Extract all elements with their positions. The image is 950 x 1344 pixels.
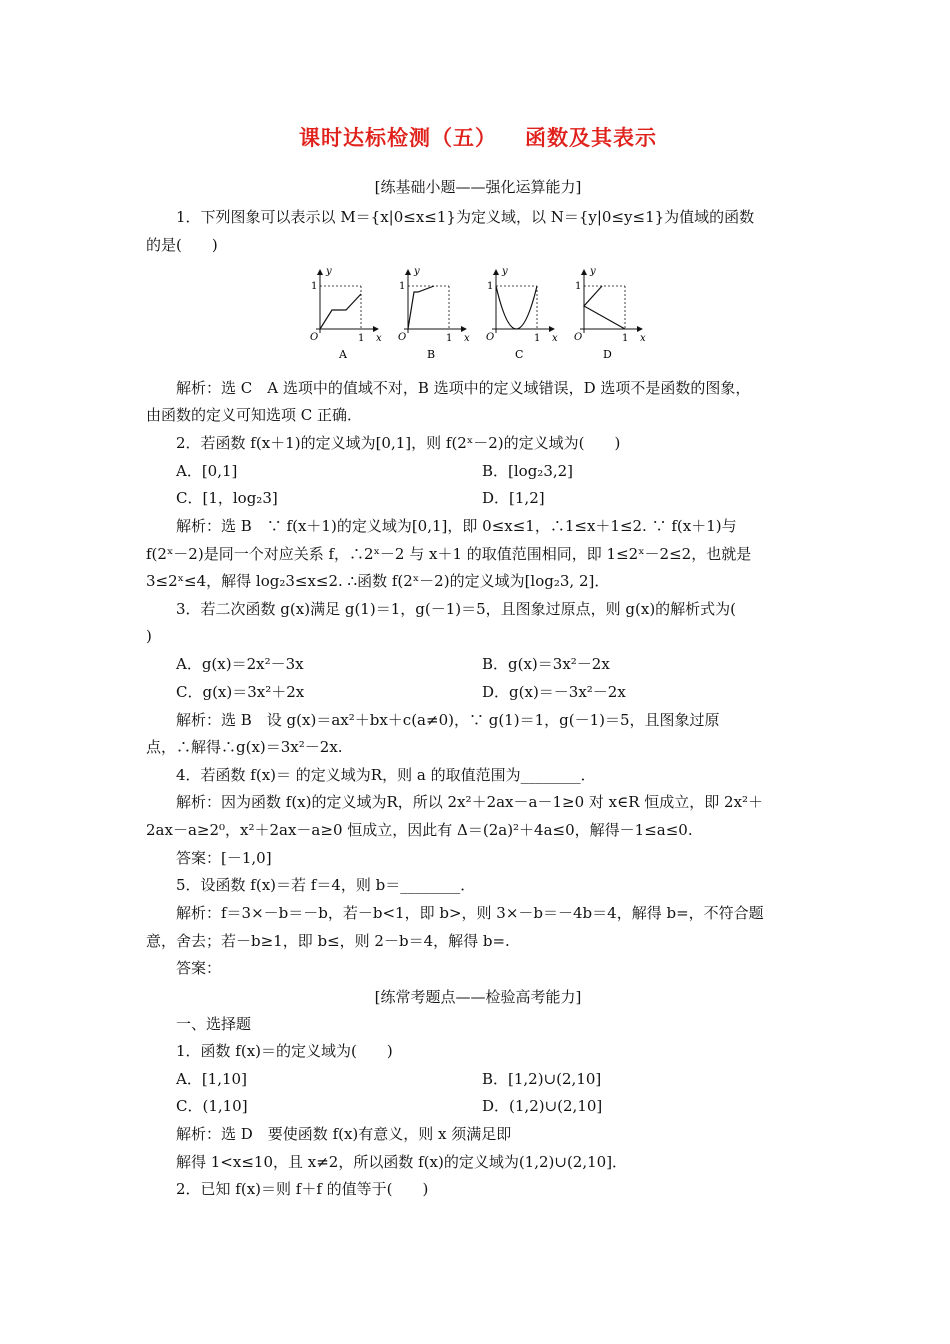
answer-1-line-1: 解析：选 C A 选项中的值域不对，B 选项中的定义域错误，D 选项不是函数的图象， (176, 379, 751, 397)
answer-2-line-1: 解析：选 B ∵ f(x＋1)的定义域为[0,1]，即 0≤x≤1，∴1≤x＋1≤2. ∵ f(x＋1)与 (176, 517, 737, 535)
graph-b-origin: O (398, 332, 407, 343)
graph-a-y-label: y (326, 266, 332, 277)
graph-c-one-y: 1 (487, 281, 494, 292)
answer-5-line-1: 解析：f＝3×－b＝－b，若－b<1，即 b>，则 3×－b＝－4b＝4，解得 b=，不符合题 (176, 904, 764, 922)
answer-3-line-1: 解析：选 B 设 g(x)＝ax²＋bx＋c(a≠0)，∵ g(1)＝1，g(－1)＝5，且图象过原 (176, 711, 720, 729)
option-d: D．(1,2)∪(2,10] (482, 1097, 603, 1115)
graphs-svg (306, 264, 686, 370)
part1-answer-1-line-1: 解析：选 D 要使函数 f(x)有意义，则 x 须满足即 (176, 1125, 512, 1143)
graph-a-caption: A (339, 348, 347, 361)
option-b: B．g(x)＝3x²－2x (482, 655, 610, 673)
title-main: 课时达标检测（五） (299, 126, 497, 150)
graph-a-one-y: 1 (311, 281, 318, 292)
answer-5-final: 答案： (176, 959, 222, 977)
graph-c-x-label: x (552, 333, 558, 344)
graph-b-one-y: 1 (399, 281, 406, 292)
graph-c-caption: C (515, 348, 524, 361)
answer-4-final: 答案：[－1,0] (176, 849, 272, 867)
option-a: A．[1,10] (176, 1070, 247, 1088)
part1-answer-1-line-2: 解得 1<x≤10，且 x≠2，所以函数 f(x)的定义域为(1,2)∪(2,10]． (176, 1153, 628, 1171)
title-sub: 函数及其表示 (525, 126, 657, 150)
graph-d-one-y: 1 (575, 281, 582, 292)
question-1-figure (306, 264, 686, 374)
graph-d-one-x: 1 (622, 333, 629, 344)
graph-b-y-label: y (414, 266, 420, 277)
question-2: 2．若函数 f(x＋1)的定义域为[0,1]，则 f(2ˣ－2)的定义域为( ) (176, 434, 621, 452)
graph-d (574, 266, 646, 361)
graph-c (486, 266, 558, 361)
graph-c-origin: O (486, 332, 495, 343)
option-c: C．[1，log₂3] (176, 489, 278, 507)
graph-c-one-x: 1 (534, 333, 541, 344)
section-header-exam: [练常考题点——检验高考能力] (374, 988, 582, 1006)
part-1-heading: 一、选择题 (176, 1015, 252, 1033)
answer-3-line-2: 点，∴解得∴g(x)＝3x²－2x. (146, 738, 343, 756)
page-title (146, 122, 810, 152)
option-b: B．[1,2)∪(2,10] (482, 1070, 602, 1088)
question-5: 5．设函数 f(x)＝若 f＝4，则 b＝________． (176, 876, 476, 894)
answer-2-line-3: 3≤2ˣ≤4，解得 log₂3≤x≤2. ∴函数 f(2ˣ－2)的定义域为[log₂3, 2]． (146, 572, 610, 590)
question-2-options-row-1 (146, 459, 840, 483)
graph-a (310, 266, 382, 361)
question-2-options-row-2 (146, 486, 840, 510)
question-3-line-1: 3．若二次函数 g(x)满足 g(1)＝1，g(－1)＝5，且图象过原点，则 g(x)的解析式为( (176, 600, 737, 618)
graph-d-origin: O (574, 332, 583, 343)
graph-a-one-x: 1 (358, 333, 365, 344)
option-d: D．[1,2] (482, 489, 545, 507)
question-1-line-2: 的是( ) (146, 236, 218, 254)
graph-b-caption: B (427, 348, 436, 361)
graph-a-x-label: x (376, 333, 382, 344)
answer-1-line-2: 由函数的定义可知选项 C 正确． (146, 406, 363, 424)
answer-4-line-1: 解析：因为函数 f(x)的定义域为R，所以 2x²＋2ax－a－1≥0 对 x∈R 恒成立，即 2x²＋ (176, 793, 764, 811)
answer-5-line-2: 意，舍去；若－b≥1，即 b≤，则 2－b＝4，解得 b=. (146, 932, 510, 950)
graph-a-origin: O (310, 332, 319, 343)
part1-question-1-options-row-2 (146, 1094, 840, 1118)
option-d: D．g(x)＝－3x²－2x (482, 683, 626, 701)
question-3-options-row-1 (146, 652, 840, 676)
answer-2-line-2: f(2ˣ－2)是同一个对应关系 f，∴2ˣ－2 与 x＋1 的取值范围相同，即 1≤2ˣ－2≤2，也就是 (146, 545, 752, 563)
graph-b (398, 266, 470, 361)
graph-b-x-label: x (464, 333, 470, 344)
graph-d-caption: D (603, 348, 612, 361)
option-a: A．g(x)＝2x²－3x (176, 655, 304, 673)
question-4: 4．若函数 f(x)＝ 的定义域为R，则 a 的取值范围为________． (176, 766, 596, 784)
graph-c-y-label: y (502, 266, 508, 277)
question-3-line-2: ) (146, 627, 152, 645)
answer-4-line-2: 2ax－a≥2⁰，x²＋2ax－a≥0 恒成立，因此有 Δ＝(2a)²＋4a≤0，解得－1≤a≤0. (146, 821, 693, 839)
part1-question-2: 2．已知 f(x)＝则 f＋f 的值等于( ) (176, 1180, 429, 1198)
part1-question-1: 1．函数 f(x)＝的定义域为( ) (176, 1042, 393, 1060)
option-c: C．g(x)＝3x²＋2x (176, 683, 305, 701)
graph-d-y-label: y (590, 266, 596, 277)
option-b: B．[log₂3,2] (482, 462, 574, 480)
question-1-line-1: 1．下列图象可以表示以 M＝{x|0≤x≤1}为定义域，以 N＝{y|0≤y≤1}为值域的函数 (176, 208, 755, 226)
graph-d-x-label: x (640, 333, 646, 344)
option-a: A．[0,1] (176, 462, 238, 480)
graph-b-one-x: 1 (446, 333, 453, 344)
section-header-basic: [练基础小题——强化运算能力] (374, 178, 582, 196)
part1-question-1-options-row-1 (146, 1067, 840, 1091)
option-c: C．(1,10] (176, 1097, 248, 1115)
question-3-options-row-2 (146, 680, 840, 704)
